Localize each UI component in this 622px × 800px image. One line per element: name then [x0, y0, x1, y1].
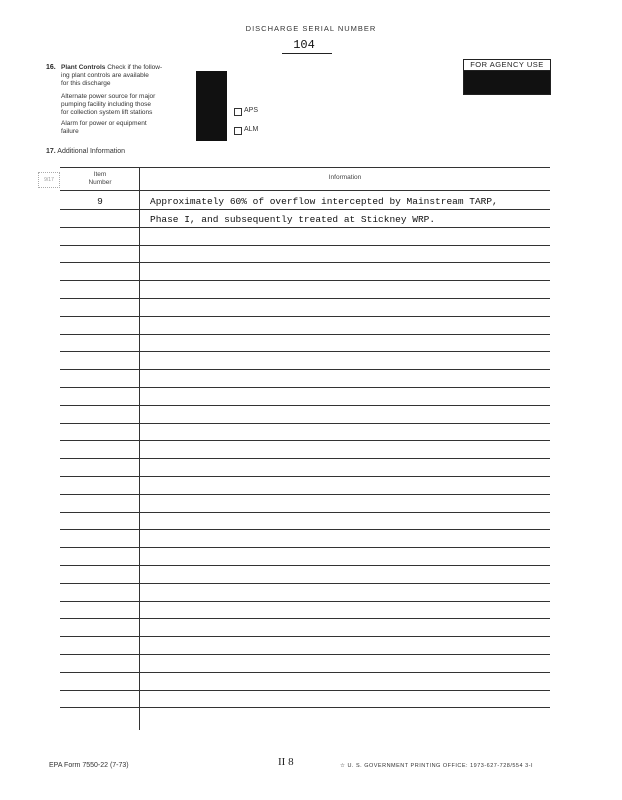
- page-number: II 8: [278, 756, 294, 768]
- table-row-rule: [60, 280, 550, 281]
- section-16-title: Plant Controls: [61, 64, 106, 71]
- aps-line-2: pumping facility including those: [61, 101, 151, 108]
- aps-line-3: for collection system lift stations: [61, 109, 153, 116]
- table-row-rule: [60, 512, 550, 513]
- agency-redaction: [464, 71, 550, 94]
- section-16-instruction-1: Check if the follow-: [107, 64, 163, 71]
- column-header-item-line1: Item: [93, 171, 107, 178]
- alm-line-2: failure: [61, 128, 79, 135]
- table-row-rule: [60, 529, 550, 530]
- table-row-rule: [60, 583, 550, 584]
- table-row-rule: [60, 405, 550, 406]
- table-top-rule: [60, 167, 550, 168]
- table-row-rule: [60, 618, 550, 619]
- alm-code: ALM: [244, 126, 259, 133]
- gpo-imprint: ☆ U. S. GOVERNMENT PRINTING OFFICE: 1973-627-728/554 3-I: [340, 763, 533, 769]
- aps-code: APS: [244, 107, 259, 114]
- table-header-rule: [60, 190, 550, 191]
- section-17-title: Additional Information: [57, 148, 126, 155]
- alm-description: [61, 120, 196, 136]
- table-row-rule: [60, 369, 550, 370]
- table-row-rule: [60, 316, 550, 317]
- table-row-rule: [60, 458, 550, 459]
- table-row-rule: [60, 494, 550, 495]
- table-row-rule: [60, 690, 550, 691]
- entry-info-line-1: Approximately 60% of overflow intercepted by Mainstream TARP,: [150, 196, 498, 207]
- table-row-rule: [60, 672, 550, 673]
- section-17-heading: [46, 148, 125, 155]
- section-16-heading: [61, 64, 196, 88]
- alm-checkbox[interactable]: [234, 127, 242, 135]
- column-divider: [139, 167, 140, 730]
- serial-number-label: DISCHARGE SERIAL NUMBER: [245, 24, 377, 33]
- serial-underline: [282, 53, 332, 54]
- table-row-rule: [60, 565, 550, 566]
- agency-use-box: [463, 59, 551, 95]
- table-row-rule: [60, 334, 550, 335]
- entry-item-number: 9: [97, 196, 103, 207]
- table-row-rule: [60, 209, 550, 210]
- alm-line-1: Alarm for power or equipment: [61, 120, 147, 127]
- table-row-rule: [60, 351, 550, 352]
- table-row-rule: [60, 387, 550, 388]
- section-16-instruction-2: ing plant controls are available: [61, 72, 149, 79]
- table-row-rule: [60, 476, 550, 477]
- section-16-redaction: [196, 71, 227, 141]
- agency-use-label: FOR AGENCY USE: [464, 60, 550, 71]
- table-row-rule: [60, 227, 550, 228]
- form-number: EPA Form 7550-22 (7-73): [49, 762, 129, 769]
- table-row-rule: [60, 440, 550, 441]
- aps-line-1: Alternate power source for major: [61, 93, 156, 100]
- column-header-item-line2: Number: [88, 179, 112, 186]
- table-row-rule: [60, 636, 550, 637]
- section-16-number: 16.: [46, 64, 56, 71]
- margin-stamp: 9/17: [38, 172, 60, 188]
- section-16-instruction-3: for this discharge: [61, 80, 111, 87]
- aps-checkbox[interactable]: [234, 108, 242, 116]
- table-row-rule: [60, 262, 550, 263]
- table-row-rule: [60, 601, 550, 602]
- table-row-rule: [60, 423, 550, 424]
- column-header-information: Information: [328, 174, 362, 181]
- table-row-rule: [60, 547, 550, 548]
- table-row-rule: [60, 654, 550, 655]
- entry-info-line-2: Phase I, and subsequently treated at Stickney WRP.: [150, 214, 436, 225]
- table-row-rule: [60, 245, 550, 246]
- section-17-number: 17.: [46, 148, 56, 155]
- serial-number-value: 104: [293, 38, 315, 52]
- table-row-rule: [60, 707, 550, 708]
- aps-description: [61, 93, 196, 117]
- table-row-rule: [60, 298, 550, 299]
- column-header-item-number: [60, 171, 140, 187]
